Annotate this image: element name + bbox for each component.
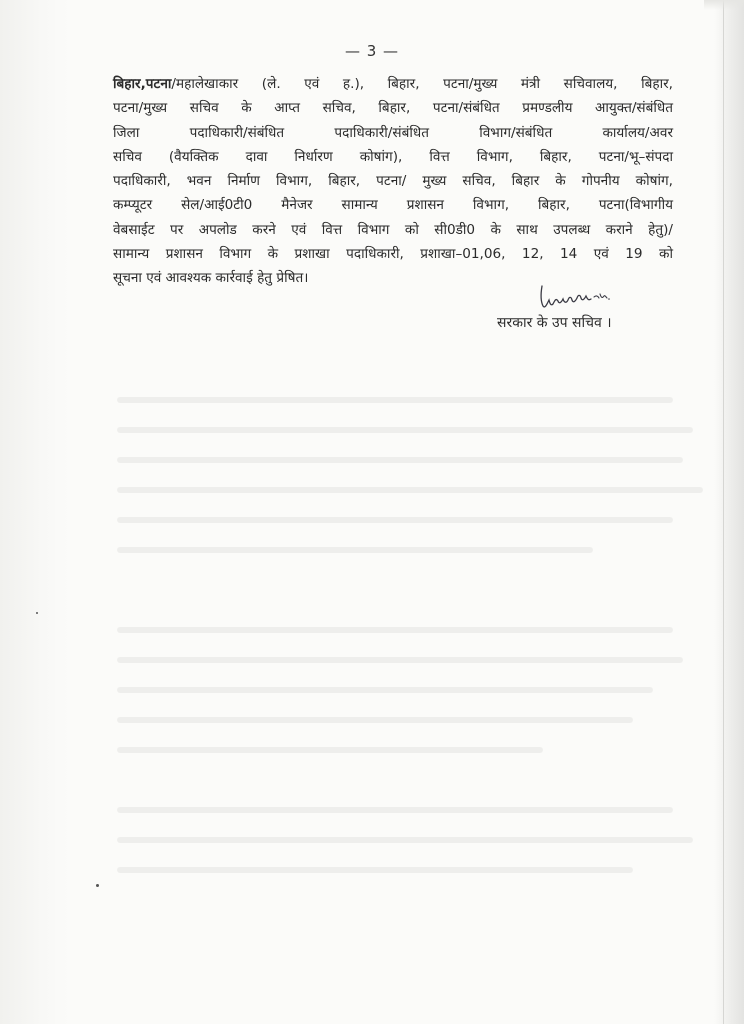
body-line: कम्प्यूटर सेल/आई0टी0 मैनेजर सामान्य प्रशासन विभाग, बिहार, पटना(विभागीय (113, 197, 673, 214)
handwritten-signature (536, 282, 616, 312)
scan-right-edge (714, 0, 744, 1024)
scan-speck (96, 884, 99, 887)
body-line: सूचना एवं आवश्यक कार्रवाई हेतु प्रेषित। (113, 270, 309, 287)
body-line (113, 72, 673, 96)
distribution-paragraph (113, 72, 673, 291)
scan-edge-line (723, 0, 724, 1024)
show-through-texture (110, 330, 710, 930)
body-line: वेबसाईट पर अपलोड करने एवं वित्त विभाग को सी0डी0 के साथ उपलब्ध कराने हेतु)/ (113, 221, 673, 238)
scan-left-shadow (0, 0, 70, 1024)
body-line-bold: बिहार,पटना (113, 76, 172, 92)
body-line: सचिव (वैयक्तिक दावा निर्धारण कोषांग), वित्त विभाग, बिहार, पटना/भू–संपदा (113, 148, 673, 165)
designation: सरकार के उप सचिव । (497, 315, 612, 331)
page-number: — 3 — (344, 42, 400, 60)
body-line: पटना/मुख्य सचिव के आप्त सचिव, बिहार, पटना/संबंधित प्रमण्डलीय आयुक्त/संबंधित (113, 100, 673, 117)
body-line-text: /महालेखाकार (ले. एवं ह.), बिहार, पटना/मुख्य मंत्री सचिवालय, बिहार, (171, 76, 673, 92)
body-line: जिला पदाधिकारी/संबंधित पदाधिकारी/संबंधित विभाग/संबंधित कार्यालय/अवर (113, 124, 674, 141)
body-line: सामान्य प्रशासन विभाग के प्रशाखा पदाधिकारी, प्रशाखा–01,06, 12, 14 एवं 19 को (113, 246, 673, 263)
scan-speck (36, 612, 38, 614)
scan-fold (704, 0, 744, 10)
body-line: पदाधिकारी, भवन निर्माण विभाग, बिहार, पटना/ मुख्य सचिव, बिहार के गोपनीय कोषांग, (113, 173, 673, 190)
